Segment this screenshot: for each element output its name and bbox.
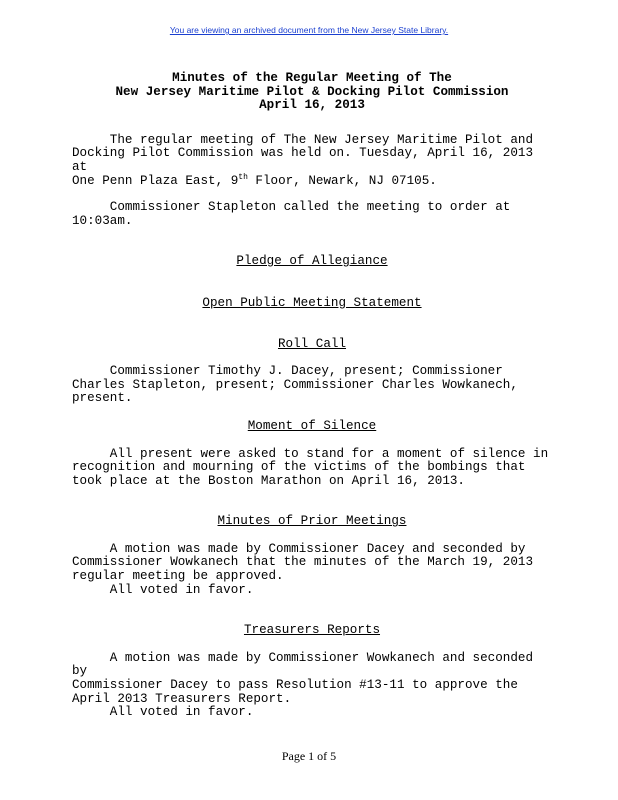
document-body bbox=[72, 72, 552, 720]
roll-call-heading: Roll Call bbox=[277, 336, 347, 351]
title-line-1: Minutes of the Regular Meeting of The bbox=[172, 71, 452, 85]
minutes-heading: Minutes of Prior Meetings bbox=[217, 514, 407, 529]
treasurers-heading: Treasurers Reports bbox=[243, 623, 381, 638]
moment-of-silence-heading: Moment of Silence bbox=[247, 418, 377, 433]
intro-paragraph: The regular meeting of The New Jersey Maritime Pilot and Docking Pilot Commission was held on. Tuesday, April 16, 2013 at One Penn Plaza East, 9th Floor, Newark, NJ 07105. bbox=[72, 132, 541, 188]
open-meeting-heading: Open Public Meeting Statement bbox=[202, 295, 422, 310]
archive-notice-link[interactable]: You are viewing an archived document from the New Jersey State Library. bbox=[169, 25, 449, 35]
minutes-paragraph: A motion was made by Commissioner Dacey and seconded by Commissioner Wowkanech that the minutes of the March 19, 2013 regular meeting be approved. All voted in favor. bbox=[72, 541, 534, 597]
call-to-order-paragraph: Commissioner Stapleton called the meeting to order at 10:03am. bbox=[72, 200, 511, 228]
document-title bbox=[72, 72, 552, 113]
moment-of-silence-paragraph: All present were asked to stand for a moment of silence in recognition and mourning of the victims of the bombings that took place at the Boston Marathon on April 16, 2013. bbox=[72, 446, 549, 488]
title-line-3: April 16, 2013 bbox=[259, 98, 365, 113]
treasurers-paragraph: A motion was made by Commissioner Wowkanech and seconded by Commissioner Dacey to pass Resolution #13-11 to approve the April 2013 Treasurers Report. All voted in favor. bbox=[72, 650, 541, 720]
pledge-heading: Pledge of Allegiance bbox=[236, 254, 388, 269]
roll-call-paragraph: Commissioner Timothy J. Dacey, present; Commissioner Charles Stapleton, present; Commissioner Charles Wowkanech, present. bbox=[72, 364, 518, 406]
page-number: Page 1 of 5 bbox=[281, 749, 337, 763]
title-line-2: New Jersey Maritime Pilot & Docking Pilot Commission bbox=[115, 84, 509, 99]
